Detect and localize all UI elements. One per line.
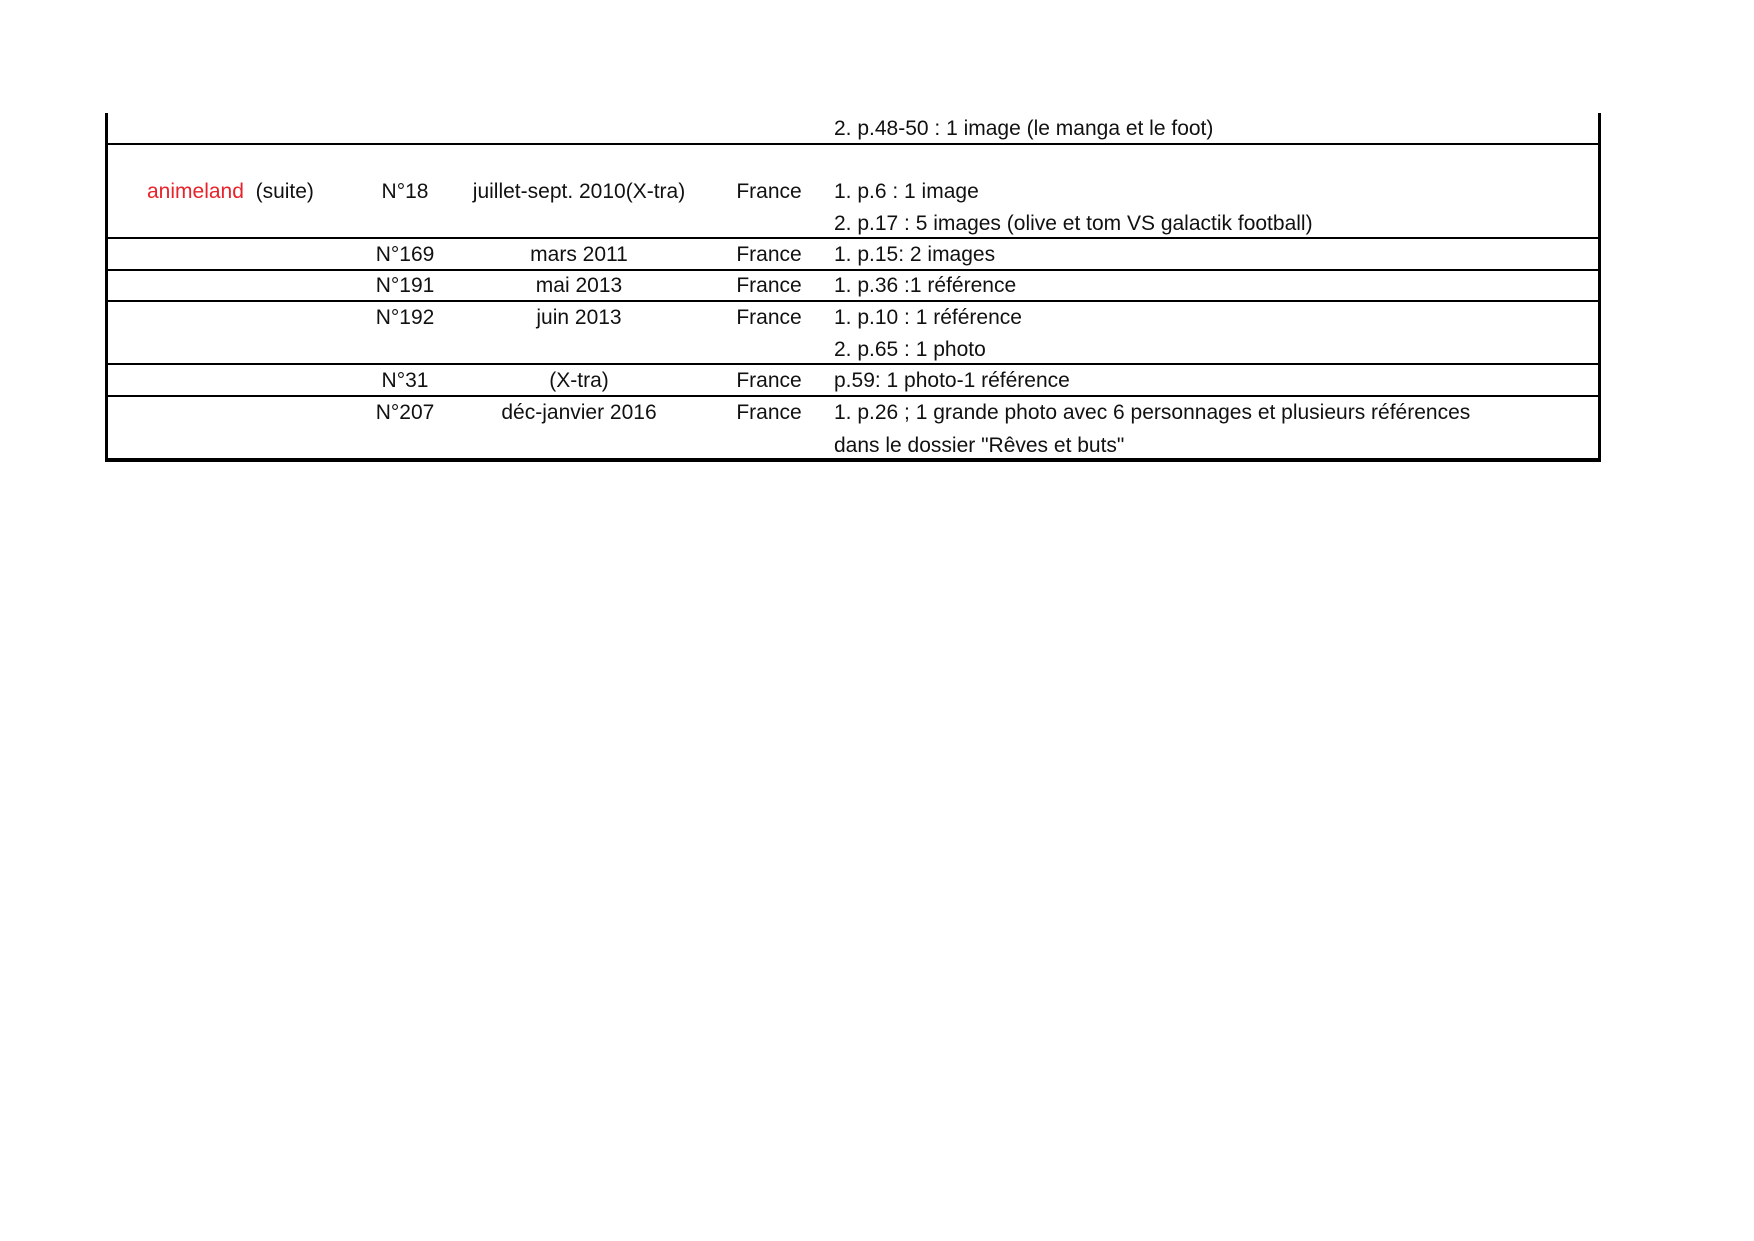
row-divider bbox=[108, 143, 1598, 145]
issue-country: France bbox=[736, 306, 802, 329]
table-row-details-line: 1. p.10 : 1 référence bbox=[834, 306, 1022, 329]
magazine-table bbox=[105, 113, 1601, 462]
issue-country: France bbox=[736, 369, 802, 392]
magazine-suffix: (suite) bbox=[255, 180, 314, 203]
table-row-details-line: 1. p.6 : 1 image bbox=[834, 180, 979, 203]
issue-country: France bbox=[736, 274, 802, 297]
issue-country: France bbox=[736, 180, 802, 203]
issue-number: N°191 bbox=[375, 274, 435, 297]
table-row-details-line: 1. p.15: 2 images bbox=[834, 243, 996, 266]
issue-number: N°207 bbox=[375, 401, 435, 424]
issue-date: mars 2011 bbox=[530, 243, 628, 266]
issue-number: N°192 bbox=[375, 306, 435, 329]
issue-date: déc-janvier 2016 bbox=[501, 401, 657, 424]
table-row-details-line: 2. p.48-50 : 1 image (le manga et le foot) bbox=[834, 117, 1214, 140]
issue-date: mai 2013 bbox=[535, 274, 623, 297]
table-row-details-line: 2. p.65 : 1 photo bbox=[834, 338, 986, 361]
row-divider bbox=[108, 237, 1598, 239]
issue-country: France bbox=[736, 243, 802, 266]
issue-number: N°18 bbox=[381, 180, 429, 203]
issue-date: juillet-sept. 2010(X-tra) bbox=[472, 180, 686, 203]
magazine-title: animeland bbox=[147, 180, 244, 203]
table-row-details-line: p.59: 1 photo-1 référence bbox=[834, 369, 1070, 392]
row-divider bbox=[108, 269, 1598, 271]
issue-number: N°31 bbox=[381, 369, 429, 392]
row-divider bbox=[108, 300, 1598, 302]
magazine-name bbox=[147, 180, 314, 204]
issue-number: N°169 bbox=[375, 243, 435, 266]
issue-date: (X-tra) bbox=[549, 369, 609, 392]
row-divider bbox=[108, 363, 1598, 365]
issue-date: juin 2013 bbox=[536, 306, 622, 329]
row-divider bbox=[108, 395, 1598, 397]
table-row-details-line: 1. p.36 :1 référence bbox=[834, 274, 1017, 297]
issue-country: France bbox=[736, 401, 802, 424]
table-row-details-line: 2. p.17 : 5 images (olive et tom VS galactik football) bbox=[834, 212, 1313, 235]
table-row-details-line: 1. p.26 ; 1 grande photo avec 6 personnages et plusieurs références bbox=[834, 401, 1471, 424]
table-row-details-line: dans le dossier "Rêves et buts" bbox=[834, 434, 1125, 457]
